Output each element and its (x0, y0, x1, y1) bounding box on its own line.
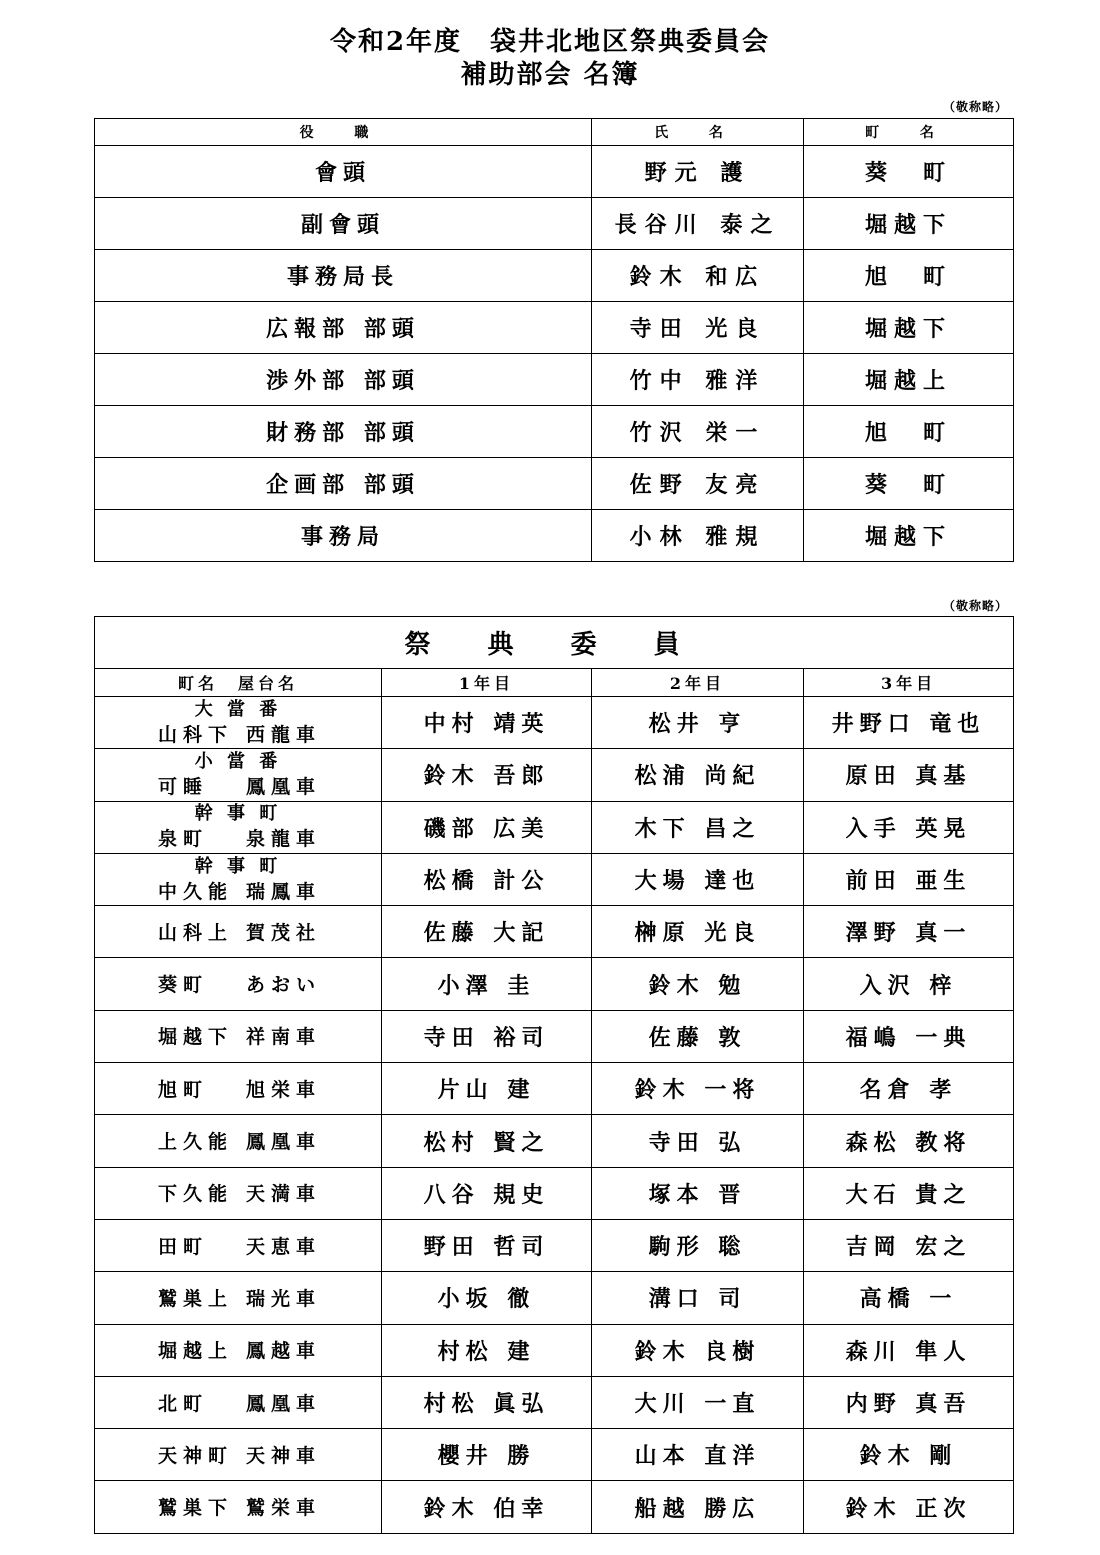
town-cell: 旭 町 (804, 250, 1014, 302)
member-year2-cell: 松浦 尚紀 (592, 749, 804, 801)
town-cell: 堀越上 (804, 354, 1014, 406)
name-cell: 野元 護 (592, 146, 804, 198)
member-year3-cell: 名倉 孝 (804, 1063, 1014, 1115)
town-yatai-line (158, 1392, 322, 1416)
town-yatai-line (158, 1339, 322, 1363)
member-year1-cell: 村松 建 (382, 1324, 592, 1376)
member-year1-cell: 中村 靖英 (382, 697, 592, 749)
town-name: 堀越下 (158, 1026, 234, 1049)
committee-row (95, 1272, 1014, 1324)
town-yatai-line (158, 921, 322, 945)
town-cell: 堀越下 (804, 198, 1014, 250)
member-year3-cell: 森松 教将 (804, 1115, 1014, 1167)
yatai-name: 鷲栄車 (246, 1497, 322, 1520)
role-cell: 渉外部 部頭 (95, 354, 592, 406)
yatai-name: 天恵車 (246, 1235, 322, 1258)
member-year3-cell: 鈴木 剛 (804, 1429, 1014, 1481)
committee-title: 祭 典 委 員 (95, 617, 1014, 669)
document-title: 令和2年度 袋井北地区祭典委員会 (329, 27, 771, 57)
town-name: 上久能 (158, 1131, 234, 1154)
header-role: 役 職 (95, 119, 592, 146)
yatai-name: 瑞鳳車 (246, 880, 322, 903)
member-year1-cell: 磯部 広美 (382, 801, 592, 853)
name-cell: 竹中 雅洋 (592, 354, 804, 406)
role-cell: 會頭 (95, 146, 592, 198)
committee-row (95, 697, 1014, 749)
town-name: 北町 (158, 1392, 209, 1415)
town-yatai-line (158, 1496, 322, 1520)
town-name: 泉町 (158, 828, 209, 851)
yatai-name: 泉龍車 (246, 828, 322, 851)
committee-row (95, 958, 1014, 1010)
member-year3-cell: 大石 貴之 (804, 1167, 1014, 1219)
town-yatai-cell (95, 1063, 382, 1115)
role-cell: 事務局長 (95, 250, 592, 302)
town-yatai-line (158, 1235, 322, 1259)
officer-row (95, 354, 1014, 406)
town-yatai-cell (95, 749, 382, 801)
town-name: 下久能 (158, 1183, 234, 1206)
member-year2-cell: 大川 一直 (592, 1376, 804, 1428)
town-yatai-cell (95, 697, 382, 749)
officer-row (95, 406, 1014, 458)
town-yatai-line (158, 775, 322, 799)
member-year2-cell: 駒形 聡 (592, 1219, 804, 1271)
yatai-name: 鳳凰車 (246, 775, 322, 798)
officer-row (95, 198, 1014, 250)
town-name: 中久能 (158, 880, 234, 903)
yatai-name: 天満車 (246, 1183, 322, 1206)
member-year1-cell: 小澤 圭 (382, 958, 592, 1010)
town-yatai-cell (95, 1481, 382, 1533)
committee-row (95, 1219, 1014, 1271)
town-name: 葵町 (158, 974, 209, 997)
member-year3-cell: 鈴木 正次 (804, 1481, 1014, 1533)
town-yatai-cell (95, 1324, 382, 1376)
town-yatai-cell (95, 958, 382, 1010)
town-yatai-cell (95, 1219, 382, 1271)
town-yatai-cell (95, 801, 382, 853)
header-year2: 2年目 (592, 669, 804, 697)
member-year2-cell: 鈴木 勉 (592, 958, 804, 1010)
header-name: 氏 名 (592, 119, 804, 146)
town-yatai-line (158, 827, 322, 851)
town-name: 山科上 (158, 921, 234, 944)
member-year1-cell: 片山 建 (382, 1063, 592, 1115)
member-year1-cell: 松村 賢之 (382, 1115, 592, 1167)
honorific-omitted-note: （敬称略） (942, 599, 1008, 613)
town-yatai-cell (95, 1167, 382, 1219)
town-yatai-cell (95, 1376, 382, 1428)
committee-header-row (95, 669, 1014, 697)
name-cell: 寺田 光良 (592, 302, 804, 354)
town-yatai-line (158, 1444, 322, 1468)
document-subtitle: 補助部会 名簿 (460, 60, 640, 90)
committee-row (95, 801, 1014, 853)
committee-row (95, 1376, 1014, 1428)
member-year1-cell: 鈴木 吾郎 (382, 749, 592, 801)
yatai-name: 西龍車 (246, 723, 322, 746)
member-year2-cell: 寺田 弘 (592, 1115, 804, 1167)
officer-row (95, 250, 1014, 302)
committee-row (95, 1324, 1014, 1376)
town-yatai-line (158, 1130, 322, 1154)
header-year1: 1年目 (382, 669, 592, 697)
town-cell: 旭 町 (804, 406, 1014, 458)
member-year2-cell: 松井 亨 (592, 697, 804, 749)
role-cell: 企画部 部頭 (95, 458, 592, 510)
member-year2-cell: 大場 達也 (592, 853, 804, 905)
town-name: 天神町 (158, 1444, 234, 1467)
officer-row (95, 510, 1014, 562)
officer-row (95, 146, 1014, 198)
name-cell: 佐野 友亮 (592, 458, 804, 510)
committee-row (95, 853, 1014, 905)
member-year3-cell: 吉岡 宏之 (804, 1219, 1014, 1271)
member-year3-cell: 森川 隼人 (804, 1324, 1014, 1376)
member-year2-cell: 溝口 司 (592, 1272, 804, 1324)
duty-label: 小 當 番 (194, 750, 282, 772)
member-year2-cell: 山本 直洋 (592, 1429, 804, 1481)
member-year3-cell: 前田 亜生 (804, 853, 1014, 905)
yatai-name: 賀茂社 (246, 921, 322, 944)
member-year1-cell: 櫻井 勝 (382, 1429, 592, 1481)
header-year3: 3年目 (804, 669, 1014, 697)
duty-label: 幹 事 町 (194, 855, 282, 877)
town-cell: 葵 町 (804, 146, 1014, 198)
officers-header-row (95, 119, 1014, 146)
town-yatai-line (158, 880, 322, 904)
committee-title-row (95, 617, 1014, 669)
member-year2-cell: 榊原 光良 (592, 906, 804, 958)
member-year3-cell: 澤野 真一 (804, 906, 1014, 958)
header-town: 町 名 (804, 119, 1014, 146)
committee-row (95, 1063, 1014, 1115)
town-yatai-cell (95, 853, 382, 905)
member-year1-cell: 松橋 計公 (382, 853, 592, 905)
committee-row (95, 906, 1014, 958)
town-yatai-cell (95, 1272, 382, 1324)
town-cell: 堀越下 (804, 302, 1014, 354)
member-year2-cell: 鈴木 良樹 (592, 1324, 804, 1376)
member-year1-cell: 寺田 裕司 (382, 1010, 592, 1062)
officer-row (95, 302, 1014, 354)
role-cell: 財務部 部頭 (95, 406, 592, 458)
yatai-name: 旭栄車 (246, 1078, 322, 1101)
member-year2-cell: 船越 勝広 (592, 1481, 804, 1533)
member-year1-cell: 佐藤 大記 (382, 906, 592, 958)
member-year2-cell: 塚本 晋 (592, 1167, 804, 1219)
town-yatai-line (158, 1182, 322, 1206)
member-year1-cell: 鈴木 伯幸 (382, 1481, 592, 1533)
member-year2-cell: 鈴木 一将 (592, 1063, 804, 1115)
member-year3-cell: 福嶋 一典 (804, 1010, 1014, 1062)
member-year3-cell: 入沢 梓 (804, 958, 1014, 1010)
member-year2-cell: 佐藤 敦 (592, 1010, 804, 1062)
header-town-yatai: 町名 屋台名 (95, 669, 382, 697)
member-year3-cell: 原田 真基 (804, 749, 1014, 801)
member-year3-cell: 井野口 竜也 (804, 697, 1014, 749)
town-yatai-line (158, 1025, 322, 1049)
yatai-name: 祥南車 (246, 1026, 322, 1049)
yatai-name: 天神車 (246, 1444, 322, 1467)
town-name: 鷲巣下 (158, 1497, 234, 1520)
member-year2-cell: 木下 昌之 (592, 801, 804, 853)
member-year1-cell: 野田 哲司 (382, 1219, 592, 1271)
town-yatai-line (158, 723, 322, 747)
yatai-name: あおい (246, 974, 322, 997)
member-year3-cell: 高橋 一 (804, 1272, 1014, 1324)
duty-label: 幹 事 町 (194, 803, 282, 825)
officers-table (94, 118, 1014, 562)
town-cell: 葵 町 (804, 458, 1014, 510)
member-year1-cell: 村松 眞弘 (382, 1376, 592, 1428)
town-name: 鷲巣上 (158, 1287, 234, 1310)
name-cell: 長谷川 泰之 (592, 198, 804, 250)
town-name: 可睡 (158, 775, 209, 798)
committee-row (95, 1010, 1014, 1062)
role-cell: 広報部 部頭 (95, 302, 592, 354)
committee-row (95, 1167, 1014, 1219)
name-cell: 竹沢 栄一 (592, 406, 804, 458)
yatai-name: 鳳凰車 (246, 1131, 322, 1154)
town-name: 旭町 (158, 1078, 209, 1101)
committee-row (95, 1481, 1014, 1533)
member-year1-cell: 小坂 徹 (382, 1272, 592, 1324)
role-cell: 事務局 (95, 510, 592, 562)
yatai-name: 鳳凰車 (246, 1392, 322, 1415)
officer-row (95, 458, 1014, 510)
town-yatai-cell (95, 906, 382, 958)
committee-table (94, 616, 1014, 1534)
yatai-name: 瑞光車 (246, 1287, 322, 1310)
town-yatai-line (158, 973, 322, 997)
committee-row (95, 1115, 1014, 1167)
yatai-name: 鳳越車 (246, 1340, 322, 1363)
committee-row (95, 1429, 1014, 1481)
town-yatai-cell (95, 1115, 382, 1167)
member-year3-cell: 内野 真吾 (804, 1376, 1014, 1428)
name-cell: 鈴木 和広 (592, 250, 804, 302)
town-name: 堀越上 (158, 1340, 234, 1363)
town-name: 山科下 (158, 723, 234, 746)
town-cell: 堀越下 (804, 510, 1014, 562)
committee-row (95, 749, 1014, 801)
town-name: 田町 (158, 1235, 209, 1258)
town-yatai-line (158, 1287, 322, 1311)
member-year3-cell: 入手 英晃 (804, 801, 1014, 853)
town-yatai-cell (95, 1010, 382, 1062)
member-year1-cell: 八谷 規史 (382, 1167, 592, 1219)
town-yatai-line (158, 1078, 322, 1102)
town-yatai-cell (95, 1429, 382, 1481)
honorific-omitted-note: （敬称略） (942, 100, 1008, 114)
name-cell: 小林 雅規 (592, 510, 804, 562)
duty-label: 大 當 番 (194, 698, 282, 720)
role-cell: 副會頭 (95, 198, 592, 250)
